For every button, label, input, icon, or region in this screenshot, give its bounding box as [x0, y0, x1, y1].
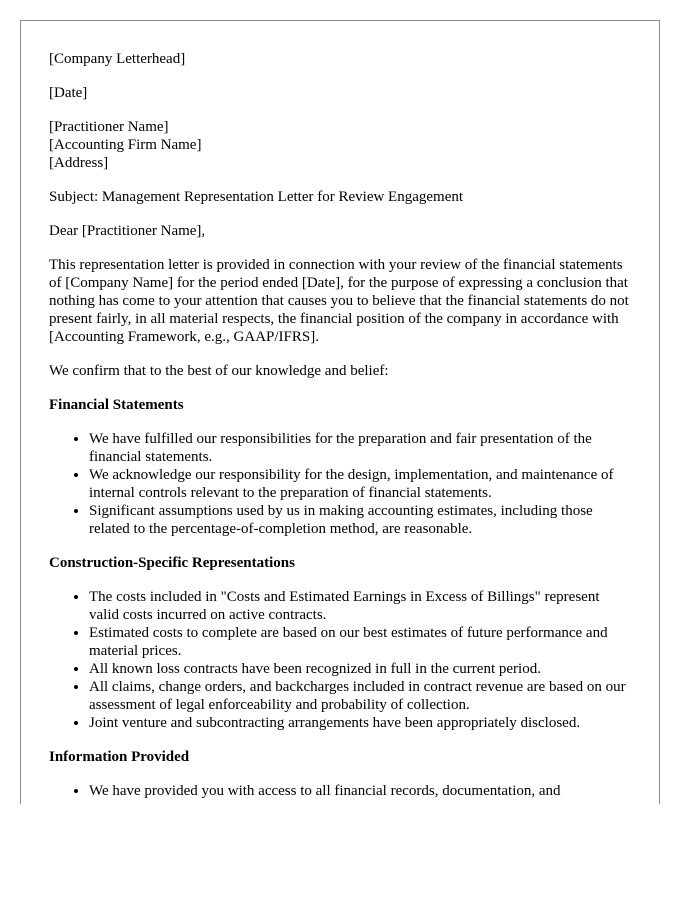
list-item: • Estimated costs to complete are based on our best estimates of future performance and material prices.	[89, 624, 631, 660]
information-provided-list	[49, 782, 631, 800]
letter-page	[20, 20, 660, 804]
letter-date: [Date]	[49, 85, 88, 101]
recipient-firm: [Accounting Firm Name]	[49, 137, 202, 153]
list-item: • We have fulfilled our responsibilities for the preparation and fair presentation of the financial statements.	[89, 430, 631, 466]
confirm-paragraph: We confirm that to the best of our knowledge and belief:	[49, 363, 389, 379]
intro-paragraph: This representation letter is provided in connection with your review of the financial statements of [Company Name] for the period ended [Date], for the purpose of expressing a conclusion that nothing has come to your attention that causes you to believe that the financial statements do not present fairly, in all material respects, the financial position of the company in accordance with [Accounting Framework, e.g., GAAP/IFRS].	[49, 257, 629, 345]
section-heading-information-provided: Information Provided	[49, 749, 190, 765]
section-heading-construction-specific: Construction-Specific Representations	[49, 555, 295, 571]
recipient-name: [Practitioner Name]	[49, 119, 169, 135]
section-heading-financial-statements: Financial Statements	[49, 397, 184, 413]
recipient-block	[49, 118, 631, 172]
recipient-address: [Address]	[49, 155, 109, 171]
financial-statements-list	[49, 430, 631, 538]
salutation: Dear [Practitioner Name],	[49, 223, 206, 239]
list-item: • Significant assumptions used by us in making accounting estimates, including those related to the percentage-of-completion method, are reasonable.	[89, 502, 631, 538]
list-item: • All claims, change orders, and backcharges included in contract revenue are based on our assessment of legal enforceability and probability of collection.	[89, 678, 631, 714]
company-letterhead: [Company Letterhead]	[49, 51, 186, 67]
letter-content	[21, 21, 659, 800]
list-item: • We acknowledge our responsibility for the design, implementation, and maintenance of internal controls relevant to the preparation of financial statements.	[89, 466, 631, 502]
construction-specific-list	[49, 588, 631, 732]
letter-subject: Subject: Management Representation Letter for Review Engagement	[49, 189, 464, 205]
list-item: • We have provided you with access to all financial records, documentation, and	[89, 782, 631, 800]
list-item: • The costs included in "Costs and Estimated Earnings in Excess of Billings" represent valid costs incurred on active contracts.	[89, 588, 631, 624]
list-item: • All known loss contracts have been recognized in full in the current period.	[89, 660, 631, 678]
list-item: • Joint venture and subcontracting arrangements have been appropriately disclosed.	[89, 714, 631, 732]
